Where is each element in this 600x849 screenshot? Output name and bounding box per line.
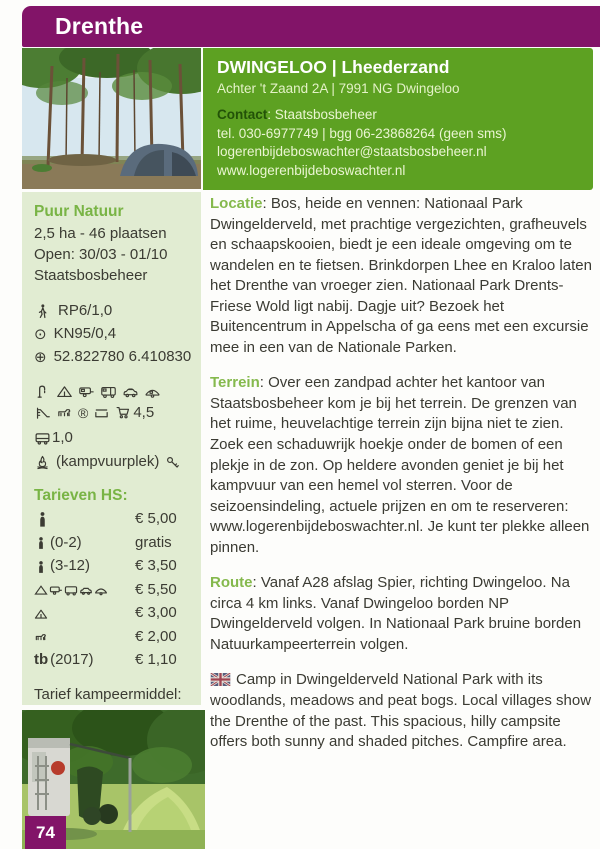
trailer-tent-icon [94, 583, 108, 597]
page-number-badge [25, 816, 66, 849]
caravan-icon [78, 383, 95, 400]
location-label: Locatie [210, 195, 263, 212]
node-code-row [34, 324, 193, 345]
shelter-icon [93, 404, 110, 421]
contact-name: : Staatsbosbeheer [267, 107, 377, 122]
hiker-icon [34, 303, 51, 320]
facilities-row-1 [34, 383, 193, 400]
trailer-tent-icon [144, 383, 161, 400]
uk-flag-icon [210, 673, 231, 686]
site-size: 2,5 ha - 46 plaatsen [34, 225, 167, 243]
page-number: 74 [36, 822, 55, 842]
category-label: Puur Natuur [34, 203, 124, 220]
tent-icon [34, 583, 48, 597]
contact-phone: tel. 030-6977749 | bgg 06-23868264 (geen sms) [217, 125, 507, 141]
water-tap-icon [34, 383, 51, 400]
camper-icon [100, 383, 117, 400]
tariff-table [34, 485, 193, 673]
terrain-label: Terrein [210, 374, 260, 392]
region-header-bar [22, 6, 600, 47]
slide-icon [34, 404, 51, 421]
forest-tent-photo [22, 48, 201, 189]
region-title: Drenthe [55, 13, 144, 39]
bus-icon [34, 430, 51, 447]
child-icon [34, 560, 48, 574]
listing-address: Achter 't Zaand 2A | 7991 NG Dwingeloo [217, 81, 460, 96]
route-text: : Vanaf A28 afslag Spier, richting Dwingeloo. Na circa 4 km links. Vanaf Dwingeloo borden NP Dwingelderveld volgen. In Nationaal Park bruine borden Natuurkampeerterrein volgen. [210, 574, 582, 653]
dog-icon [56, 404, 73, 421]
campfire-row [34, 452, 193, 473]
child-icon [34, 536, 48, 550]
small-tent-icon [34, 607, 48, 621]
shop-distance-value: 4,5 [133, 403, 155, 421]
tariff-row-child-0-2 [34, 531, 193, 555]
tariff-row-adult [34, 508, 193, 532]
campfire-label: (kampvuurplek) [56, 452, 160, 470]
gps-value: 52.822780 6.410830 [53, 347, 192, 365]
english-paragraph [210, 670, 593, 752]
node-code-value: KN95/0,4 [53, 325, 117, 343]
dog-icon [34, 630, 48, 644]
tariff-row-child-3-12 [34, 555, 193, 579]
contact-email: logerenbijdeboswachter@staatsbosbeheer.nl [217, 144, 487, 160]
route-label: Route [210, 574, 253, 592]
car-icon [122, 383, 139, 400]
gps-icon: ⊕ [34, 348, 47, 366]
tariff-price: € 5,50 [135, 580, 177, 598]
tariff-label: (2017) [50, 651, 94, 669]
tariff-price: gratis [135, 533, 172, 551]
route-paragraph [210, 573, 593, 655]
gps-row [34, 347, 193, 368]
registered-icon: ® [78, 404, 89, 421]
route-node-icon: ⊙ [34, 325, 47, 343]
cart-icon [115, 404, 132, 421]
tariff-row-camping-unit [34, 578, 193, 602]
contact-block [217, 106, 579, 181]
tariff-row-dog [34, 625, 193, 649]
campfire-icon [34, 454, 51, 471]
tariff-row-small-tent [34, 602, 193, 626]
facilities-row-2 [34, 403, 193, 449]
facts-sidebar [22, 192, 201, 705]
description-column [210, 194, 593, 768]
terrain-paragraph [210, 373, 593, 558]
campsite-photo-top [22, 48, 201, 189]
location-text: : Bos, heide en vennen: Nationaal Park Dwingelderveld, met prachtige vergezichten, grafheuvels en schaapskooien, biedt je een ideale omgeving om te wandelen en te fietsen. Brinkdorpen Lhee en Kraloo laten het Drenthe van vroeger zien. Nationaal Park Drents-Friese Wold ligt nabij. Dagje uit? Bezoek het Buitencentrum in Appelscha of ga eens met een excursie mee in een van de Nationale Parken. [210, 195, 592, 356]
car-icon [79, 583, 93, 597]
tariff-row-tourist-tax [34, 649, 193, 673]
note-line: Tarief kampeermiddel: [34, 686, 182, 704]
tariff-title: Tarieven HS: [34, 486, 128, 504]
camper-icon [64, 583, 78, 597]
tariff-price: € 5,00 [135, 510, 177, 528]
bus-distance-value: 1,0 [52, 429, 73, 447]
bus-distance [34, 428, 73, 449]
caravan-icon [49, 583, 63, 597]
tariff-price: € 3,50 [135, 557, 177, 575]
shop-distance [115, 403, 154, 424]
tariff-price: € 3,00 [135, 604, 177, 622]
tariff-label: (3-12) [50, 557, 91, 575]
tourist-tax-abbrev: tb [34, 651, 49, 669]
open-period: Open: 30/03 - 01/10 [34, 246, 168, 264]
tent-icon [56, 383, 73, 400]
tariff-price: € 1,10 [135, 651, 177, 669]
key-icon [164, 454, 181, 471]
site-owner: Staatsbosbeheer [34, 266, 148, 284]
adult-icon [34, 511, 51, 528]
listing-title: DWINGELOO | Lheederzand [217, 57, 450, 77]
location-paragraph [210, 194, 593, 358]
route-code-row [34, 301, 193, 322]
route-code-value: RP6/1,0 [58, 302, 113, 320]
tariff-label: (0-2) [50, 533, 82, 551]
listing-header-box [203, 48, 593, 190]
contact-label: Contact [217, 107, 268, 122]
contact-website: www.logerenbijdeboswachter.nl [217, 162, 406, 178]
tariff-price: € 2,00 [135, 627, 177, 645]
english-text: Camp in Dwingelderveld National Park with its woodlands, meadows and peat bogs. Local villages show the Drenthe of the past. This spacious, hilly campsite offers both sunny and shaded pitches. Campfire area. [210, 671, 592, 751]
terrain-text: : Over een zandpad achter het kantoor van Staatsbosbeheer kom je bij het terrein. De grenzen van het ruime, heuvelachtige terrein zijn bijna niet te zien. Zoek een schaduwrijk hoekje onder de bomen of een plekje in de zon. Op heldere avonden geniet je bij het kampvuur van een hemel vol sterren. Voor de seizoensindeling, actuele prijzen en om te reserveren: www.logerenbijdeboswachter.nl. Je kunt ter plekke alleen pinnen. [210, 374, 590, 556]
